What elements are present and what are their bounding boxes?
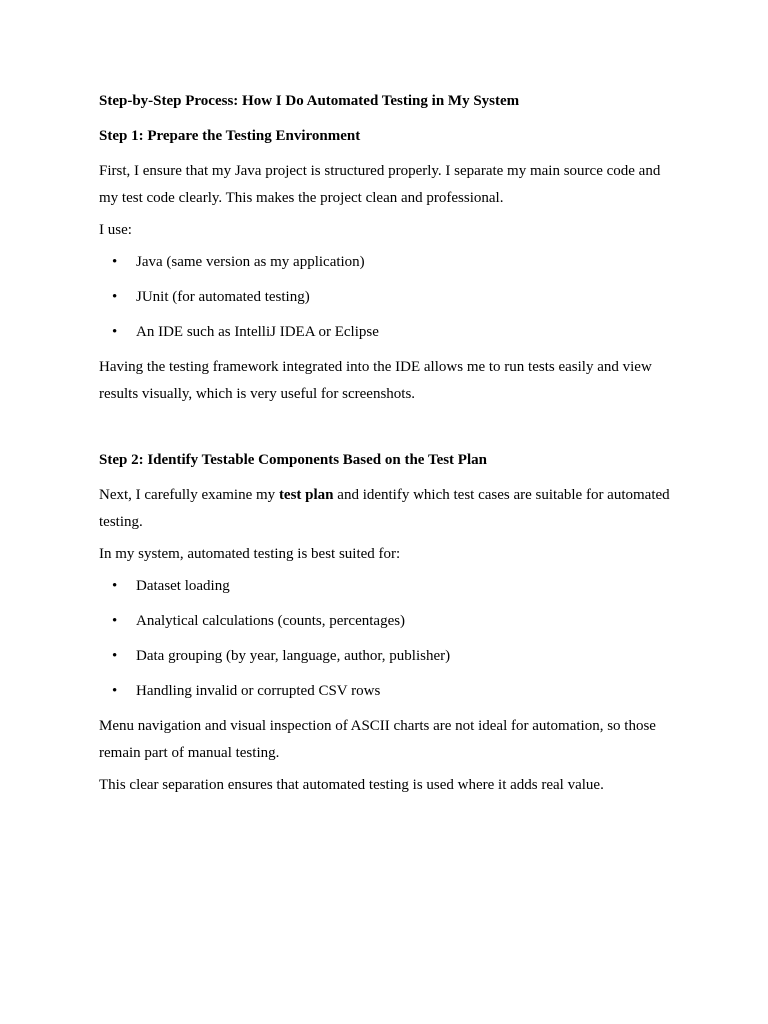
section-divider-space	[99, 417, 679, 451]
step2-closing-paragraph: This clear separation ensures that automated testing is used where it adds real value.	[99, 777, 604, 793]
list-item	[99, 577, 679, 596]
step2-intro-before: Next, I carefully examine my	[99, 487, 279, 503]
step2-suited-label: In my system, automated testing is best suited for:	[99, 546, 401, 562]
step2-manual-note-paragraph: Menu navigation and visual inspection of ASCII charts are not ideal for automation, so those remain part of manual testing.	[99, 718, 656, 761]
list-item	[99, 612, 679, 631]
step1-closing-paragraph: Having the testing framework integrated into the IDE allows me to run tests easily and view results visually, which is very useful for screenshots.	[99, 359, 652, 402]
step2-heading: Step 2: Identify Testable Components Based on the Test Plan	[99, 452, 487, 468]
list-item	[99, 288, 679, 307]
list-item-text: Dataset loading	[136, 578, 230, 594]
bullet-icon: •	[112, 648, 118, 664]
test-plan-emphasis: test plan	[278, 487, 334, 503]
list-item-text: An IDE such as IntelliJ IDEA or Eclipse	[136, 324, 379, 340]
step2-intro-after: and identify which test cases are suitable for automated testing.	[99, 487, 670, 530]
document-title: Step-by-Step Process: How I Do Automated Testing in My System	[99, 93, 520, 109]
list-item-text: Analytical calculations (counts, percentages)	[136, 613, 406, 629]
list-item-text: Handling invalid or corrupted CSV rows	[136, 683, 381, 699]
step1-use-label: I use:	[99, 222, 132, 238]
step2-suited-list	[99, 577, 679, 701]
step1-intro-paragraph: First, I ensure that my Java project is structured properly. I separate my main source code and my test code clearly. This makes the project clean and professional.	[99, 163, 661, 206]
bullet-icon: •	[112, 289, 118, 305]
bullet-icon: •	[112, 254, 118, 270]
bullet-icon: •	[112, 324, 118, 340]
list-item	[99, 323, 679, 342]
step1-heading: Step 1: Prepare the Testing Environment	[99, 128, 361, 144]
bullet-icon: •	[112, 683, 118, 699]
list-item-text: Data grouping (by year, language, author, publisher)	[136, 648, 451, 664]
step1-tool-list	[99, 253, 679, 342]
bullet-icon: •	[112, 613, 118, 629]
list-item	[99, 682, 679, 701]
document-page	[99, 92, 679, 808]
list-item	[99, 253, 679, 272]
list-item-text: Java (same version as my application)	[136, 254, 365, 270]
list-item	[99, 647, 679, 666]
bullet-icon: •	[112, 578, 118, 594]
step2-intro-paragraph	[99, 482, 679, 536]
list-item-text: JUnit (for automated testing)	[136, 289, 310, 305]
